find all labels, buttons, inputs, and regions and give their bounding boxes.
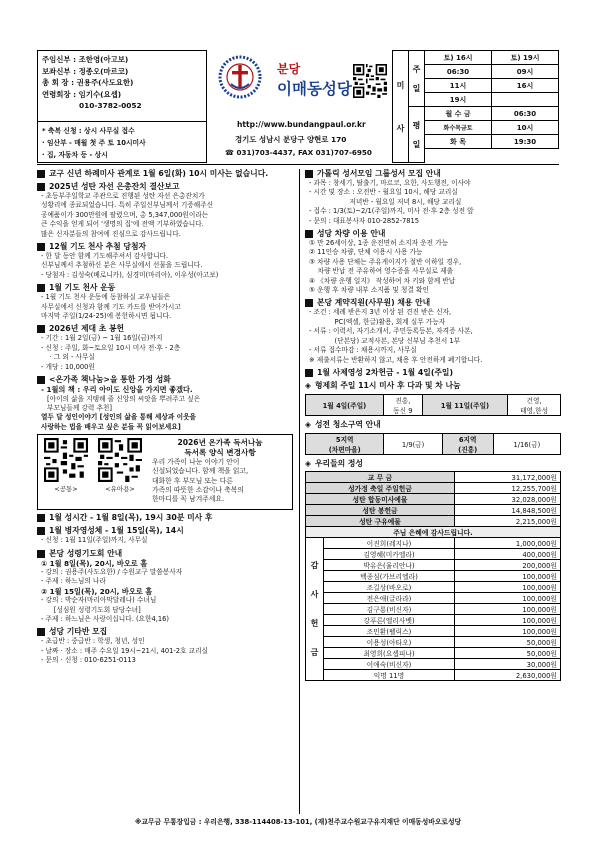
column-divider — [299, 169, 300, 814]
mass-side-label: 미 사 — [393, 51, 409, 163]
section-body: - 1월 기도 천사 운동에 동참하실 교우님들은 사무실에서 신청과 함께 기도 카드를 받아가시고 마지막 주일(1/24-25)에 봉헌하시면 됩니다. — [41, 293, 181, 321]
qr-label: <유아용> — [105, 485, 135, 494]
section-body: - 신청 : 1월 11일(주일)까지, 사무실 — [41, 536, 148, 545]
section-body: - 기간 : 1월 2일(금) ~ 1월 16일(금)까지 - 신청 : 주일, 화~토요일 10시 미사 전·후 - 2층 · 그 외 - 사무실 - 개당 : 10,000원 — [41, 334, 181, 371]
notice-line: · 집, 자동차 등 - 상시 — [42, 151, 108, 159]
section-title: <온가족 책나눔>을 통한 가정 성화 — [49, 375, 171, 385]
staff-line: 연령회장 : 임기수(요셉) — [42, 89, 122, 99]
section-body: - 초급반 : 중급반 : 학생, 청년, 성인 - 날짜 · 장소 : 매주 수요일 19시~21시, 401-2호 교리실 - 문의 · 신청 : 010-6251-0113 — [41, 637, 209, 665]
donor-amount: 1,000,000원 — [454, 537, 560, 548]
cleaning-table — [305, 433, 561, 455]
finance-amount: 32,028,000원 — [454, 493, 560, 504]
notice-line: * 축복 신청 : 상시 사무실 접수 — [42, 127, 135, 135]
donor-amount: 50,000원 — [454, 647, 560, 658]
donor-name: 백종심(가브리엘라) — [324, 570, 455, 581]
donor-amount: 100,000원 — [454, 570, 560, 581]
donor-name: 이진희(레지나) — [324, 537, 455, 548]
qr-code-icon — [98, 438, 142, 482]
zone-cell: 5지역 (차편마을) — [306, 433, 384, 454]
finance-row — [306, 493, 561, 504]
parish-logo-icon — [217, 54, 263, 100]
book-of-month: - 1월의 책 : 우리 아이도 신앙을 가지면 좋겠다. — [41, 385, 193, 395]
date-cell: 1/16(금) — [493, 433, 560, 454]
diamond-icon: ◈ — [305, 419, 311, 429]
section-body: - 한 달 동안 함께 기도해주셔서 감사합니다. 신부님께서 추첨하신 분은 사무실에서 선물을 드립니다. - 당첨자 : 김성숙(베로니카), 심경미(마리아), 이우성(아고보) — [41, 252, 219, 279]
section-guitar-class — [37, 627, 293, 665]
section-title: 1월 성시간 - 1월 8일(목), 19시 30분 미사 후 — [49, 513, 213, 523]
qr-code-icon — [353, 64, 387, 98]
donor-amount: 100,000원 — [454, 614, 560, 625]
section-second-collection — [305, 368, 561, 378]
finance-row — [306, 515, 561, 526]
section-title: 1월 기도 천사 운동 — [49, 283, 116, 293]
donor-name: 전은애(글라라) — [324, 592, 455, 603]
date-cell: 1월 11일(주일) — [422, 394, 507, 415]
right-column — [305, 169, 561, 684]
section-prayer-angel-winners — [37, 242, 293, 280]
left-column — [37, 169, 293, 669]
section-bible-study — [305, 169, 561, 226]
donor-amount: 400,000원 — [454, 548, 560, 559]
mass-time-cell: 06:30 — [492, 107, 559, 121]
finance-label: 성탄 합동미사예물 — [306, 493, 455, 504]
section-title: 교구 신년 하례미사 관계로 1월 6일(화) 10시 미사는 없습니다. — [49, 169, 269, 178]
mass-time-cell: 16시 — [492, 79, 559, 93]
section-title: 12월 기도 천사 추첨 당첨자 — [49, 242, 147, 252]
mass-time-cell: 11시 — [425, 79, 492, 93]
finance-label: 성탄 구유예물 — [306, 515, 455, 526]
section-title: 1월 사제영성 2차헌금 - 1월 4일(주일) — [317, 367, 454, 377]
staff-line: 주임신부 : 조한영(아고보) — [42, 55, 129, 64]
donor-amount: 2,630,000원 — [454, 669, 560, 680]
donation-side-label: 감 사 헌 금 — [306, 537, 324, 680]
mass-day-cell: 월 수 금 — [425, 107, 492, 121]
finance-row — [306, 482, 561, 493]
section-title: 형제회 주일 11시 미사 후 다과 및 차 나눔 — [315, 380, 461, 390]
section-charity-report — [37, 182, 293, 239]
staff-phone: 010-3782-0052 — [79, 101, 142, 111]
section-title: 우리들의 정성 — [315, 458, 363, 468]
section-sick-communion — [37, 526, 293, 545]
section-body: [아이의 삶을 지탱해 줄 신앙의 씨앗을 뿌려주고 싶은 부모님들께 강력 추천] — [47, 394, 201, 412]
mass-day-cell: 화 목 — [425, 135, 492, 149]
mass-time-cell: 10시 — [492, 121, 559, 135]
donor-name: 이용성(아타오) — [324, 636, 455, 647]
donor-name: 박유은(율리안나) — [324, 559, 455, 570]
date-cell: 1/9(금) — [384, 433, 442, 454]
qr-code-icon — [44, 438, 88, 482]
sunday-label: 주 일 — [409, 51, 425, 107]
staff-list — [37, 50, 207, 122]
section-tea-sharing — [305, 381, 561, 416]
section-prayer-angel — [37, 283, 293, 321]
contact-phone: ☎ 031)703-4437, FAX 031)707-6950 — [225, 148, 372, 157]
section-vehicle-usage — [305, 229, 561, 295]
notice-line: · 임산부 - 매월 첫 주 토 10시미사 — [42, 139, 146, 147]
reading-log-body: 우리 가족이 나눈 이야기 안이 신설되었습니다. 함께 책을 읽고, 대화한 후 부모님 또는 다른 가족의 따뜻한 소감이나 축복의 한마디를 꼭 남겨주세요. — [152, 458, 249, 504]
subsection-title: ② 1월 15일(목), 20시, 바오로 홀 — [41, 586, 153, 596]
finance-row — [306, 471, 561, 482]
section-title: 2026년 제대 초 봉헌 — [49, 324, 125, 334]
donor-amount: 200,000원 — [454, 559, 560, 570]
finance-amount: 14,848,500원 — [454, 504, 560, 515]
donor-amount: 100,000원 — [454, 603, 560, 614]
section-offerings — [305, 459, 561, 681]
offerings-table — [305, 471, 561, 681]
diamond-icon: ◈ — [305, 458, 311, 468]
finance-amount: 31,172,000원 — [454, 471, 560, 482]
mass-time-cell: 09시 — [492, 65, 559, 79]
section-title: 성전 청소구역 안내 — [315, 419, 381, 429]
finance-amount: 2,215,000원 — [454, 515, 560, 526]
address: 경기도 성남시 분당구 양현로 170 — [235, 135, 347, 144]
bank-transfer-footer: ※교무금 무통장입금 : 우리은행, 338-114408-13-101, (재)천주교수원교구유지재단 이매동성바오로성당 — [134, 818, 462, 826]
section-title: 가톨릭 성서모임 그룹성서 모집 안내 — [317, 169, 441, 178]
subsection-title: ① 1월 8일(목), 20시, 바오로 홀 — [41, 558, 148, 568]
donor-name: 조길상(바오로) — [324, 581, 455, 592]
section-altar-candle — [37, 324, 293, 372]
section-title: 성당 차량 이용 안내 — [317, 229, 386, 239]
section-body: ① 만 26세이상, 1종 운전면허 소지자 운전 가능 ② 11인승 차량, 단체 이용시 사용 가능 ③ 차량 사용 단체는 주유게이지가 절반 이하일 경우, 차량 반납 전 주유하여 영수증을 사무실로 제출 ④ 《차량 운행 일지》 작성하여 차 키와 함께 반납 ⑤ 운행 후 차량 내부 소지품 및 청결 확인 — [309, 239, 462, 295]
donor-name: 익명 11명 — [324, 669, 455, 680]
section-new-year-mass — [37, 169, 293, 179]
blessing-notice — [37, 122, 207, 163]
donor-name: 최영희(요셉피나) — [324, 647, 455, 658]
parish-title-small: 분당 — [277, 62, 301, 76]
section-body: - 과목 : 창세기, 탈출기, 마르코, 요한, 사도행전, 이사야 - 시간 및 장소 : 오전반 - 월요일 10시, 해당 교리실 저녁반 - 월요일 저녁 8시, 해당 교리실 - 접수 : 1/3(토)~2/1(주일)까지, 미사 전·후 2층 성전 앞 - 문의 : 대표봉사자 010-2852-7815 — [309, 179, 474, 225]
section-cleaning — [305, 420, 561, 455]
header-divider — [37, 164, 559, 165]
finance-label: 교 무 금 — [306, 471, 455, 482]
staff-line: 총 회 장 : 권용주(사도요한) — [42, 78, 134, 88]
donor-name: 이애숙(비신자) — [324, 658, 455, 669]
section-hiring — [305, 298, 561, 364]
parish-title: 이매동성당 — [277, 80, 352, 98]
mass-time-cell — [492, 93, 559, 107]
mass-time-cell: 06:30 — [425, 65, 492, 79]
qr-common[interactable] — [41, 438, 91, 506]
donor-amount: 50,000원 — [454, 636, 560, 647]
finance-label: 성탄 봉헌금 — [306, 504, 455, 515]
section-body: - 조건 : 세례 받은지 3년 이상 된 견진 받은 신자, PC(엑셀, 한글)활용, 회계 실무 가능자 - 서류 : 이력서, 자기소개서, 주민등록등본, 자격증 사본, (단본당) 교적사본, 본당 신부님 추천서 1부 - 서류 접수마감 : 채용시까지, 사무실 ※ 제출서류는 반환하지 않고, 채용 후 안전하게 폐기합니다. — [309, 308, 483, 364]
section-title: 1월 병자영성체 - 1월 15일(목), 14시 — [49, 526, 184, 536]
section-body: - 강의 : 권용주(사도요한) / 수원교구 말씀봉사자 - 주제 : 하느님의 나라 — [41, 567, 183, 586]
donor-name: 김영혜(미카엘라) — [324, 548, 455, 559]
donor-name: 강푸른(엘리사벳) — [324, 614, 455, 625]
thanks-row: 주님 은혜에 감사드립니다. — [306, 526, 561, 537]
section-body: - 강의 : 박순자(마리아막달레나) 수녀님 [성심원 성령기도회 담당수녀] - 주제 : 하느님은 사랑이십니다. (요한4,16) — [41, 596, 169, 623]
section-family-reading — [37, 375, 293, 510]
mass-day-cell: 화수목금토 — [425, 121, 492, 135]
sat16-cell: 토) 16시 — [425, 51, 492, 65]
bulletin-page — [37, 45, 559, 826]
section-prayer-meeting — [37, 549, 293, 625]
mass-time-cell: 19시 — [425, 93, 492, 107]
finance-label: 성가정 축일 주일헌금 — [306, 482, 455, 493]
section-title: 본당 성령기도회 안내 — [49, 548, 123, 558]
date-cell: 1월 4일(주일) — [306, 394, 384, 415]
zone-cell: 6지역 (진흥) — [442, 433, 493, 454]
group-cell: 진흥, 동신 9 — [383, 394, 422, 415]
section-body: - 초등부주일학교 주관으로 진행된 성탄 자선 은총잔치가 성황리에 종료되었습니다. 특히 주일신부님께서 기증해주신 공예품이가 300만원에 팔렸으며, 총 5,347,000원이라는 큰 수익을 얻게 되어 '생명의 집'에 전액 기부하였습니다. 많은 신자분들의 참여에 진심으로 감사드립니다. — [41, 192, 214, 238]
donor-amount: 100,000원 — [454, 625, 560, 636]
section-holy-hour — [37, 513, 293, 523]
finance-amount: 12,255,700원 — [454, 482, 560, 493]
section-title: 2025년 성탄 자선 은총잔치 결산보고 — [49, 182, 180, 191]
group-cell: 건영, 태영,한성 — [508, 394, 561, 415]
mass-time-cell: 19:30 — [492, 135, 559, 149]
diamond-icon: ◈ — [305, 380, 311, 390]
donor-amount: 100,000원 — [454, 592, 560, 603]
finance-row — [306, 504, 561, 515]
tea-sharing-table — [305, 394, 561, 416]
section-title: 성당 기타반 모집 — [49, 627, 108, 637]
section-body: 열두 달 성인이야기 [성인의 삶을 통해 세상과 이웃을 사랑하는 법을 배우고 싶은 분들 꼭 읽어보세요] — [41, 413, 197, 431]
donor-name: 조민환(펠릭스) — [324, 625, 455, 636]
section-title: 본당 계약직원(사무원) 채용 안내 — [317, 298, 431, 308]
qr-label: <공통> — [54, 485, 78, 494]
reading-log-box — [37, 434, 293, 510]
donor-amount: 100,000원 — [454, 581, 560, 592]
weekday-label: 평 일 — [409, 107, 425, 163]
staff-line: 보좌신부 : 정종오(마르코) — [42, 66, 129, 76]
mass-schedule-table — [392, 50, 559, 163]
sat19-cell: 토) 19시 — [492, 51, 559, 65]
website-link[interactable]: http://www.bundangpaul.or.kr — [237, 120, 366, 129]
donor-name: 김구룡(비신자) — [324, 603, 455, 614]
qr-toddler[interactable] — [95, 438, 145, 506]
reading-log-title: 2026년 온가족 독서나눔 독서록 양식 변경사항 — [177, 438, 263, 458]
donor-amount: 30,000원 — [454, 658, 560, 669]
